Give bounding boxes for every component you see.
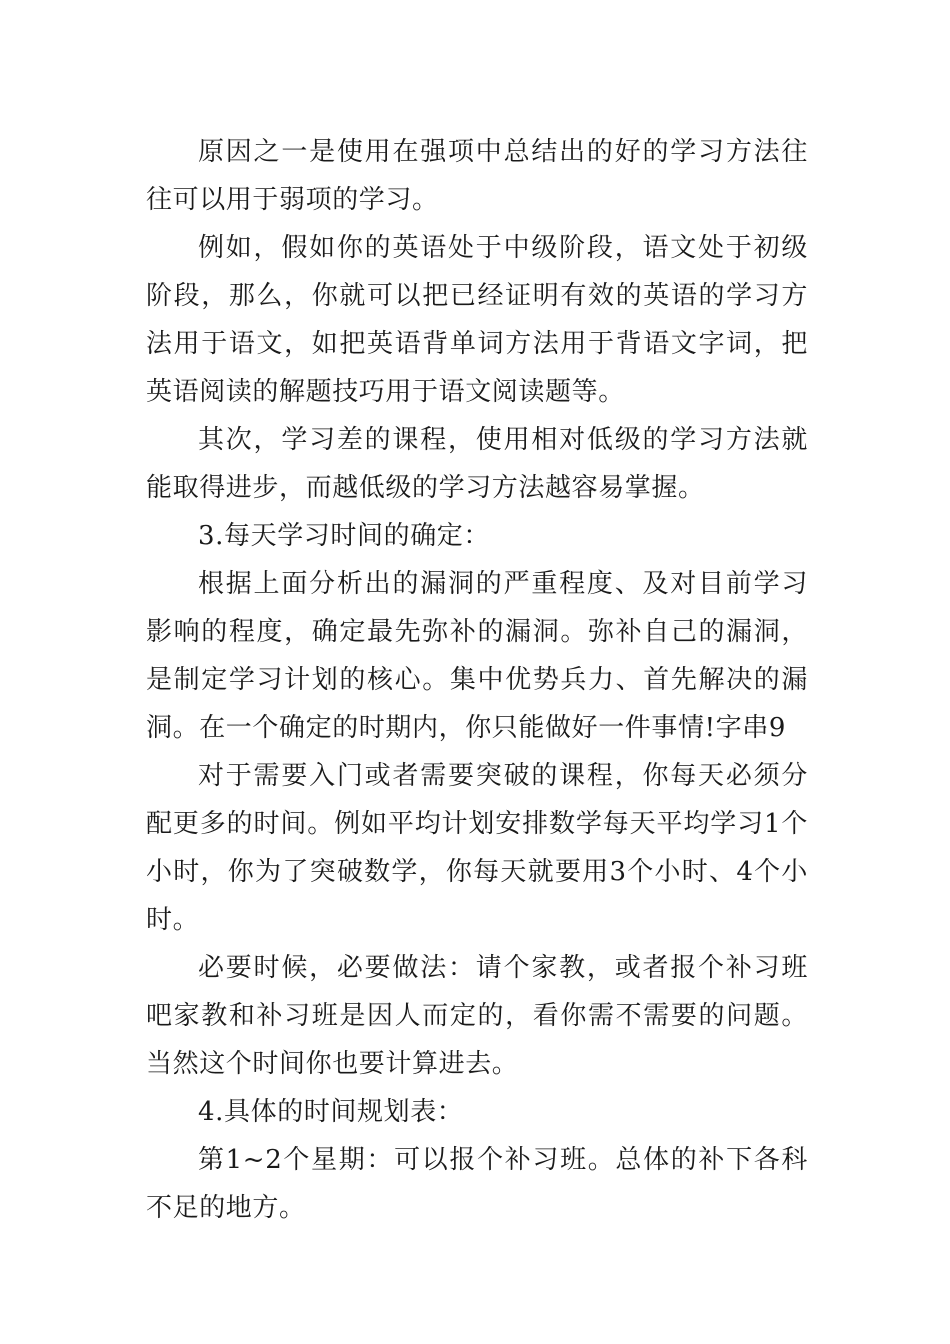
section-heading-schedule: 4.具体的时间规划表： <box>198 1097 464 1127</box>
paragraph-weak-subjects: 其次，学习差的课程，使用相对低级的学习方法就能取得进步，而越低级的学习方法越容易掌握。 <box>146 425 808 503</box>
paragraph-breakthrough-time: 对于需要入门或者需要突破的课程，你每天必须分配更多的时间。例如平均计划安排数学每天平均学习1个小时，你为了突破数学，你每天就要用3个小时、4个小时。 <box>146 761 808 935</box>
paragraph-fix-gaps: 根据上面分析出的漏洞的严重程度、及对目前学习影响的程度，确定最先弥补的漏洞。弥补自己的漏洞，是制定学习计划的核心。集中优势兵力、首先解决的漏洞。在一个确定的时期内，你只能做好一件事情!字串9 <box>146 569 808 743</box>
section-heading-daily-time: 3.每天学习时间的确定： <box>198 521 491 551</box>
paragraph-tutor-class: 必要时候，必要做法：请个家教，或者报个补习班吧家教和补习班是因人而定的，看你需不需要的问题。当然这个时间你也要计算进去。 <box>146 953 808 1079</box>
paragraph-method-transfer: 原因之一是使用在强项中总结出的好的学习方法往往可以用于弱项的学习。 <box>146 137 808 215</box>
paragraph-example-english-chinese: 例如，假如你的英语处于中级阶段，语文处于初级阶段，那么，你就可以把已经证明有效的英语的学习方法用于语文，如把英语背单词方法用于背语文字词，把英语阅读的解题技巧用于语文阅读题等。 <box>146 233 808 407</box>
document-body <box>146 128 808 1232</box>
paragraph-week-1-2: 第1~2个星期：可以报个补习班。总体的补下各科不足的地方。 <box>146 1145 808 1223</box>
